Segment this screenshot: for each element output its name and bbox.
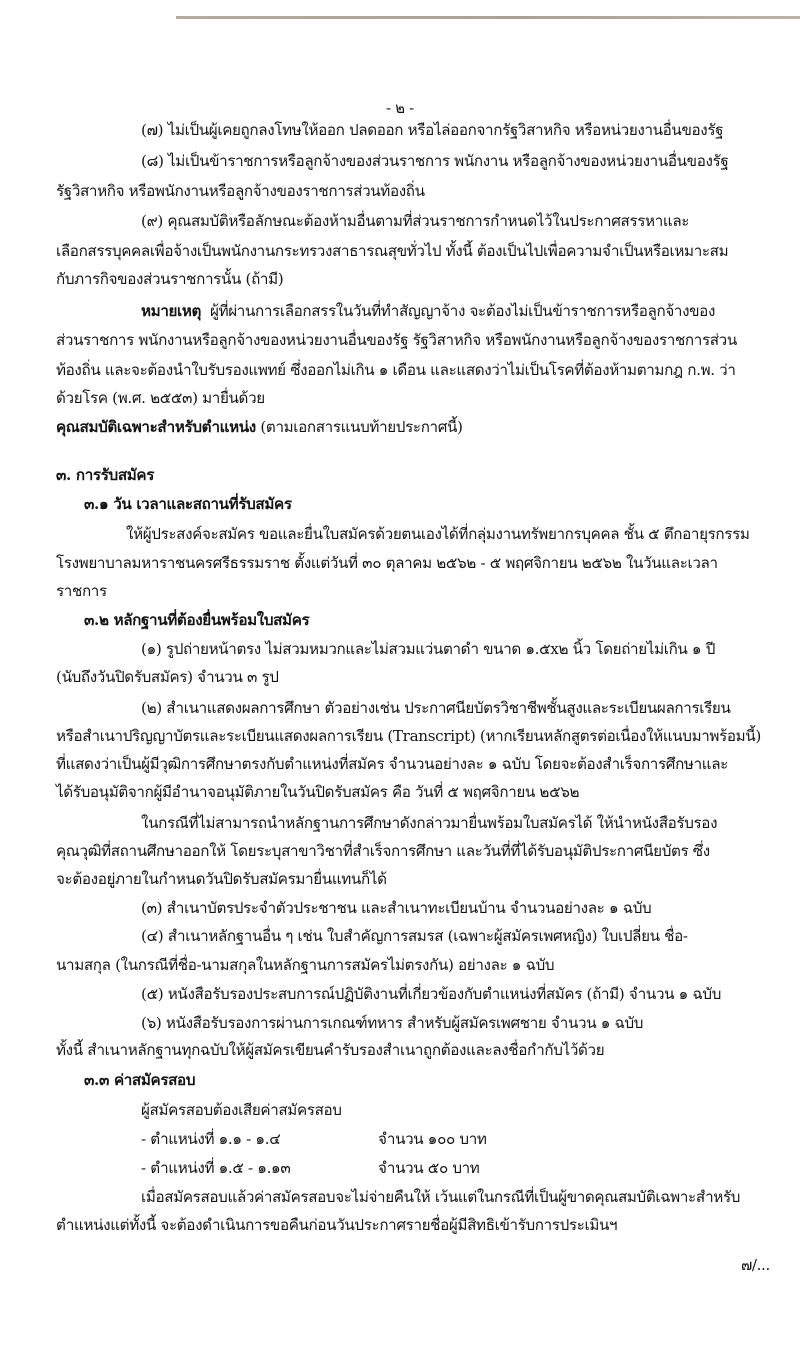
qualification-item-7: (๗) ไม่เป็นผู้เคยถูกลงโทษให้ออก ปลดออก หรือไล่ออกจากรัฐวิสาหกิจ หรือหน่วยงานอื่นของรัฐ [141,121,724,139]
document-2-para2-line3: จะต้องอยู่ภายในกำหนดวันปิดรับสมัครมายื่นแทนก็ได้ [56,870,387,888]
section-3-1-heading: ๓.๑ วัน เวลาและสถานที่รับสมัคร [84,495,292,513]
document-1-line1: (๑) รูปถ่ายหน้าตรง ไม่สวมหมวกและไม่สวมแว่นตาดำ ขนาด ๑.๕x๒ นิ้ว โดยถ่ายไม่เกิน ๑ ปี [141,640,715,658]
fee-position-2: - ตำแหน่งที่ ๑.๕ - ๑.๑๓ [141,1159,291,1177]
document-4-line1: (๔) สำเนาหลักฐานอื่น ๆ เช่น ใบสำคัญการสมรส (เฉพาะผู้สมัครเพศหญิง) ใบเปลี่ยน ชื่อ- [141,927,688,945]
document-2-para2-line2: คุณวุฒิที่สถานศึกษาออกให้ โดยระบุสาขาวิชาที่สำเร็จการศึกษา และวันที่ที่ได้รับอนุมัติประกาศนียบัตร ซึ่ง [56,842,710,860]
document-1-line2: (นับถึงวันปิดรับสมัคร) จำนวน ๓ รูป [56,668,279,686]
fee-amount-1: จำนวน ๑๐๐ บาท [378,1130,487,1148]
specific-qualification-label: คุณสมบัติเฉพาะสำหรับตำแหน่ง [56,418,256,436]
qualification-item-9-line2: เลือกสรรบุคคลเพื่อจ้างเป็นพนักงานกระทรวงสาธารณสุขทั่วไป ทั้งนี้ ต้องเป็นไปเพื่อความจำเป็นหรือเหมาะสม [56,242,729,260]
fee-intro: ผู้สมัครสอบต้องเสียค่าสมัครสอบ [141,1101,342,1119]
specific-qualification-text: (ตามเอกสารแนบท้ายประกาศนี้) [260,418,463,436]
section-3-3-heading: ๓.๓ ค่าสมัครสอบ [84,1071,196,1089]
documents-closing-note: ทั้งนี้ สำเนาหลักฐานทุกฉบับให้ผู้สมัครเขียนคำรับรองสำเนาถูกต้องและลงชื่อกำกับไว้ด้วย [56,1041,605,1059]
refund-line2: ตำแหน่งแต่ทั้งนี้ จะต้องดำเนินการขอคืนก่อนวันประกาศรายชื่อผู้มีสิทธิเข้ารับการประเมินฯ [56,1216,618,1234]
fee-position-1: - ตำแหน่งที่ ๑.๑ - ๑.๔ [141,1130,281,1148]
section-3-1-line1: ให้ผู้ประสงค์จะสมัคร ขอและยื่นใบสมัครด้วยตนเองได้ที่กลุ่มงานทรัพยากรบุคคล ชั้น ๕ ตึกอายุรกรรม [126,525,750,543]
scan-top-rule [176,16,800,19]
note-line4: ด้วยโรค (พ.ศ. ๒๕๕๓) มายื่นด้วย [56,389,265,407]
document-2-line4: ได้รับอนุมัติจากผู้มีอำนาจอนุมัติภายในวันปิดรับสมัคร คือ วันที่ ๕ พฤศจิกายน ๒๕๖๒ [56,783,580,801]
section-3-1-line3: ราชการ [56,582,107,600]
specific-qualification-line [56,416,463,438]
document-2-line1: (๒) สำเนาแสดงผลการศึกษา ตัวอย่างเช่น ประกาศนียบัตรวิชาชีพชั้นสูงและระเบียนผลการเรียน [141,699,731,717]
document-6: (๖) หนังสือรับรองการผ่านการเกณฑ์ทหาร สำหรับผู้สมัครเพศชาย จำนวน ๑ ฉบับ [141,1014,644,1032]
note-text-line1: ผู้ที่ผ่านการเลือกสรรในวันที่ทำสัญญาจ้าง จะต้องไม่เป็นข้าราชการหรือลูกจ้างของ [210,302,716,320]
document-4-line2: นามสกุล (ในกรณีที่ชื่อ-นามสกุลในหลักฐานการสมัครไม่ตรงกัน) อย่างละ ๑ ฉบับ [56,956,555,974]
qualification-item-9-line3: กับภารกิจของส่วนราชการนั้น (ถ้ามี) [56,270,284,288]
document-2-line3: ที่แสดงว่าเป็นผู้มีวุฒิการศึกษาตรงกับตำแหน่งที่สมัคร จำนวนอย่างละ ๑ ฉบับ โดยจะต้องสำเร็จการศึกษาและ [56,755,728,773]
refund-line1: เมื่อสมัครสอบแล้วค่าสมัครสอบจะไม่จ่ายคืนให้ เว้นแต่ในกรณีที่เป็นผู้ขาดคุณสมบัติเฉพาะสำหรับ [141,1188,741,1206]
document-2-para2-line1: ในกรณีที่ไม่สามารถนำหลักฐานการศึกษาดังกล่าวมายื่นพร้อมใบสมัครได้ ให้นำหนังสือรับรอง [141,814,718,832]
fee-amount-2: จำนวน ๕๐ บาท [378,1159,480,1177]
document-2-line2: หรือสำเนาปริญญาบัตรและระเบียนแสดงผลการเรียน (Transcript) (หากเรียนหลักสูตรต่อเนื่องให้แนบมาพร้อมนี้) [56,727,761,745]
qualification-item-8-line2: รัฐวิสาหกิจ หรือพนักงานหรือลูกจ้างของราชการส่วนท้องถิ่น [56,182,425,200]
continuation-marker: ๗/... [741,1256,770,1274]
section-3-heading: ๓. การรับสมัคร [56,466,155,484]
note-line2: ส่วนราชการ พนักงานหรือลูกจ้างของหน่วยงานอื่นของรัฐ รัฐวิสาหกิจ หรือพนักงานหรือลูกจ้างของราชการส่วน [56,331,737,349]
page-number: - ๒ - [386,99,414,117]
section-3-2-heading: ๓.๒ หลักฐานที่ต้องยื่นพร้อมใบสมัคร [84,611,310,629]
document-3: (๓) สำเนาบัตรประจำตัวประชาชน และสำเนาทะเบียนบ้าน จำนวนอย่างละ ๑ ฉบับ [141,899,652,917]
note-line3: ท้องถิ่น และจะต้องนำใบรับรองแพทย์ ซึ่งออกไม่เกิน ๑ เดือน และแสดงว่าไม่เป็นโรคที่ต้องห้ามตามกฎ ก.พ. ว่า [56,361,736,379]
qualification-item-9-line1: (๙) คุณสมบัติหรือลักษณะต้องห้ามอื่นตามที่ส่วนราชการกำหนดไว้ในประกาศสรรหาและ [141,212,690,230]
note-label: หมายเหตุ [141,302,202,320]
qualification-item-8-line1: (๘) ไม่เป็นข้าราชการหรือลูกจ้างของส่วนราชการ พนักงาน หรือลูกจ้างของหน่วยงานอื่นของรัฐ [141,152,729,170]
document-5: (๕) หนังสือรับรองประสบการณ์ปฏิบัติงานที่เกี่ยวข้องกับตำแหน่งที่สมัคร (ถ้ามี) จำนวน ๑ ฉบับ [141,985,721,1003]
section-3-1-line2: โรงพยาบาลมหาราชนครศรีธรรมราช ตั้งแต่วันที่ ๓๐ ตุลาคม ๒๕๖๒ - ๕ พฤศจิกายน ๒๕๖๒ ในวันและเวลา [56,554,718,572]
note-line1 [141,300,715,322]
